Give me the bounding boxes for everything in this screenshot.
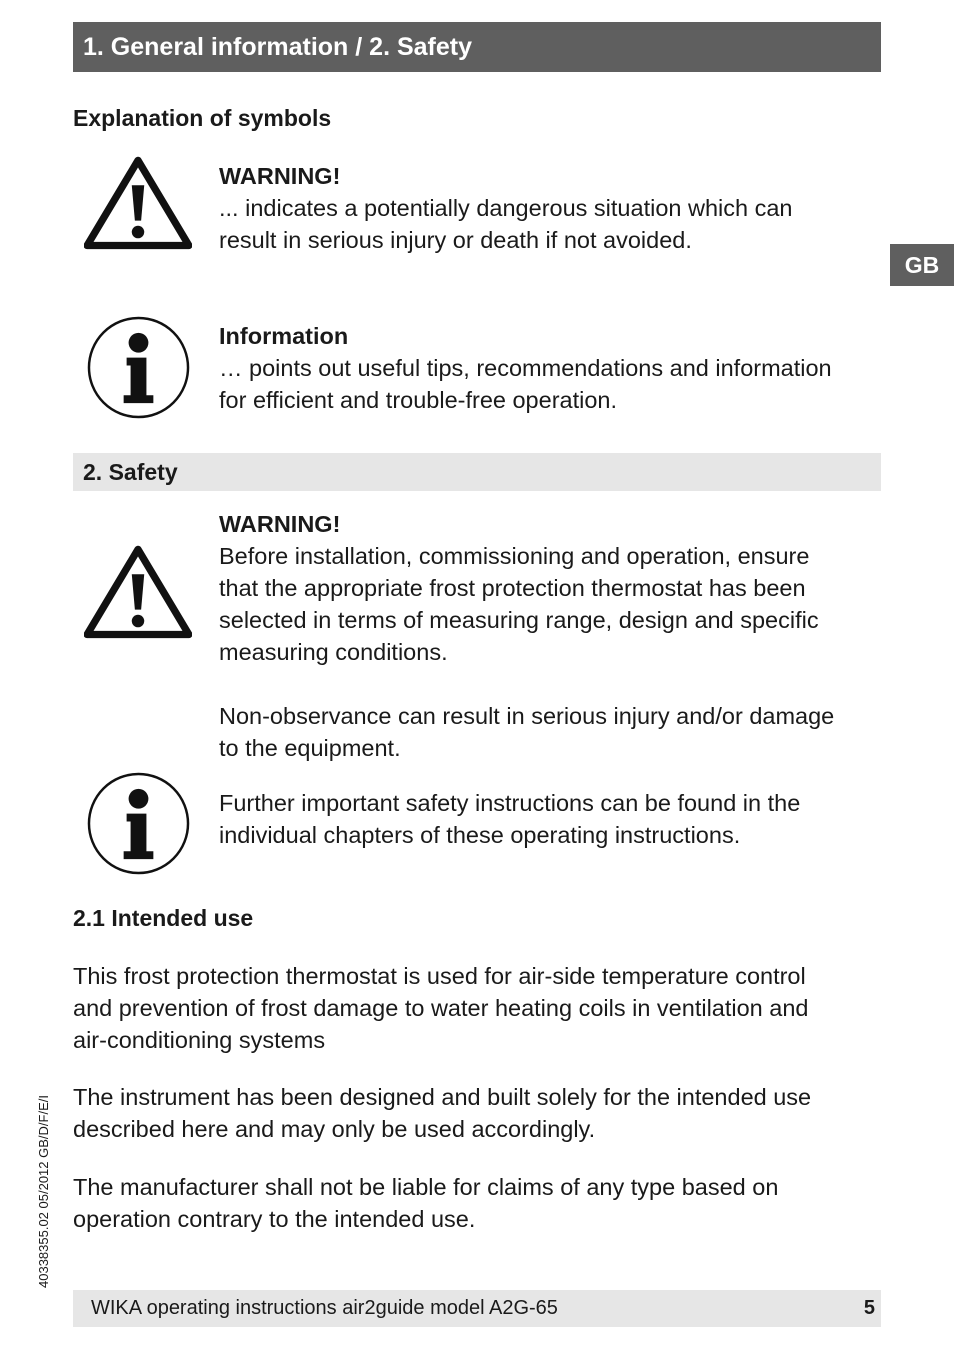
symbol-info-line: for efficient and trouble-free operation. [219,387,618,413]
symbol-info-line: … points out useful tips, recommendations and information [219,355,832,381]
intended-use-paragraph [73,960,885,1056]
safety-warning-extra-line: to the equipment. [219,735,401,761]
symbol-warning-block [219,160,884,256]
safety-warning-block [219,508,884,764]
information-icon [87,316,190,419]
intended-use-heading: 2.1 Intended use [73,905,254,931]
safety-warning-extra-line: Non-observance can result in serious injury and/or damage [219,703,835,729]
safety-section-heading [73,453,881,491]
paragraph-line: described here and may only be used accordingly. [73,1116,596,1142]
safety-info-line: individual chapters of these operating instructions. [219,822,741,848]
safety-warning-line: Before installation, commissioning and operation, ensure [219,543,810,569]
page-header [73,22,881,72]
symbol-warning-title: WARNING! [219,163,341,189]
information-icon [87,772,190,875]
page-footer [73,1290,881,1327]
intended-use-paragraph [73,1171,885,1235]
symbol-info-title: Information [219,323,349,349]
language-tab: GB [890,244,954,286]
intended-use-paragraph [73,1081,885,1145]
symbol-info-block [219,320,884,416]
paragraph-line: This frost protection thermostat is used for air-side temperature control [73,963,806,989]
safety-info-block [219,787,884,851]
paragraph-line: and prevention of frost damage to water heating coils in ventilation and [73,995,809,1021]
symbol-warning-line: ... indicates a potentially dangerous situation which can [219,195,793,221]
document-code: 40338355.02 05/2012 GB/D/F/E/I [36,1095,51,1288]
footer-text: WIKA operating instructions air2guide model A2G-65 [91,1297,558,1319]
safety-warning-line: that the appropriate frost protection thermostat has been [219,575,806,601]
safety-warning-title: WARNING! [219,511,341,537]
paragraph-line: air-conditioning systems [73,1027,326,1053]
safety-heading: 2. Safety [83,459,178,485]
safety-warning-line: selected in terms of measuring range, design and specific [219,607,819,633]
safety-warning-line: measuring conditions. [219,639,448,665]
paragraph-line: operation contrary to the intended use. [73,1206,476,1232]
page-number: 5 [863,1297,875,1319]
symbol-warning-line: result in serious injury or death if not avoided. [219,227,692,253]
warning-triangle-icon [84,545,192,641]
warning-triangle-icon [84,156,192,252]
paragraph-line: The manufacturer shall not be liable for claims of any type based on [73,1174,779,1200]
symbols-heading: Explanation of symbols [73,105,332,131]
paragraph-line: The instrument has been designed and built solely for the intended use [73,1084,812,1110]
page-title: 1. General information / 2. Safety [83,33,473,61]
safety-info-line: Further important safety instructions can be found in the [219,790,801,816]
